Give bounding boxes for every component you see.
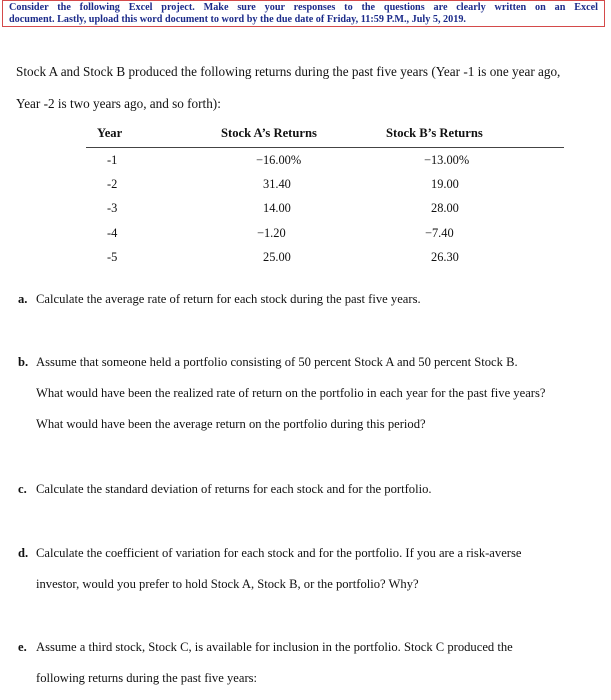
- intro-line-1: Stock A and Stock B produced the following returns during the past five years (Year -1 is one year ago,: [16, 64, 561, 79]
- question-c: [18, 482, 432, 497]
- question-e-text-2: following returns during the past five years:: [36, 671, 258, 685]
- header-year: Year: [97, 126, 123, 140]
- year-cell: -3: [107, 201, 118, 215]
- question-b: [18, 355, 518, 370]
- stock-b-cell: 19.00: [431, 177, 459, 191]
- question-c-text: Calculate the standard deviation of returns for each stock and for the portfolio.: [36, 482, 432, 496]
- intro-line-2: Year -2 is two years ago, and so forth):: [16, 96, 221, 111]
- question-d-label: d.: [18, 546, 29, 560]
- year-cell: -2: [107, 177, 118, 191]
- question-e-label: e.: [18, 640, 27, 654]
- question-d: [18, 546, 521, 561]
- question-c-label: c.: [18, 482, 27, 496]
- question-d-text-1: Calculate the coefficient of variation for each stock and for the portfolio. If you are a risk-averse: [36, 546, 522, 560]
- year-cell: -4: [107, 226, 118, 240]
- question-b-text-3: What would have been the average return on the portfolio during this period?: [36, 417, 426, 431]
- question-b-text-2: What would have been the realized rate of return on the portfolio in each year for the past five years?: [36, 386, 546, 400]
- header-stock-b: Stock B’s Returns: [386, 126, 483, 140]
- question-b-label: b.: [18, 355, 29, 369]
- stock-a-cell: 14.00: [263, 201, 291, 215]
- question-a: [18, 292, 421, 307]
- stock-b-cell: −7.40: [425, 226, 454, 240]
- question-b-text-1: Assume that someone held a portfolio consisting of 50 percent Stock A and 50 percent Stock B.: [36, 355, 518, 369]
- stock-a-cell: −16.00%: [256, 153, 302, 167]
- notice-line-1: Consider the following Excel project. Make sure your responses to the questions are clearly written on an Excel: [9, 2, 598, 13]
- stock-a-cell: 25.00: [263, 250, 291, 264]
- question-d-text-2: investor, would you prefer to hold Stock A, Stock B, or the portfolio? Why?: [36, 577, 419, 591]
- header-stock-a: Stock A’s Returns: [221, 126, 317, 140]
- instructions-notice: [2, 0, 605, 27]
- year-cell: -1: [107, 153, 118, 167]
- notice-line-2: document. Lastly, upload this word document to word by the due date of Friday, 11:59 P.M., July 5, 2019.: [9, 14, 466, 25]
- stock-a-cell: 31.40: [263, 177, 291, 191]
- question-a-text: Calculate the average rate of return for each stock during the past five years.: [36, 292, 421, 306]
- header-rule: [86, 147, 564, 148]
- stock-b-cell: 26.30: [431, 250, 459, 264]
- stock-b-cell: −13.00%: [424, 153, 470, 167]
- year-cell: -5: [107, 250, 118, 264]
- stock-a-cell: −1.20: [257, 226, 286, 240]
- question-a-label: a.: [18, 292, 28, 306]
- stock-b-cell: 28.00: [431, 201, 459, 215]
- question-e-text-1: Assume a third stock, Stock C, is available for inclusion in the portfolio. Stock C produced the: [36, 640, 513, 654]
- question-e: [18, 640, 513, 655]
